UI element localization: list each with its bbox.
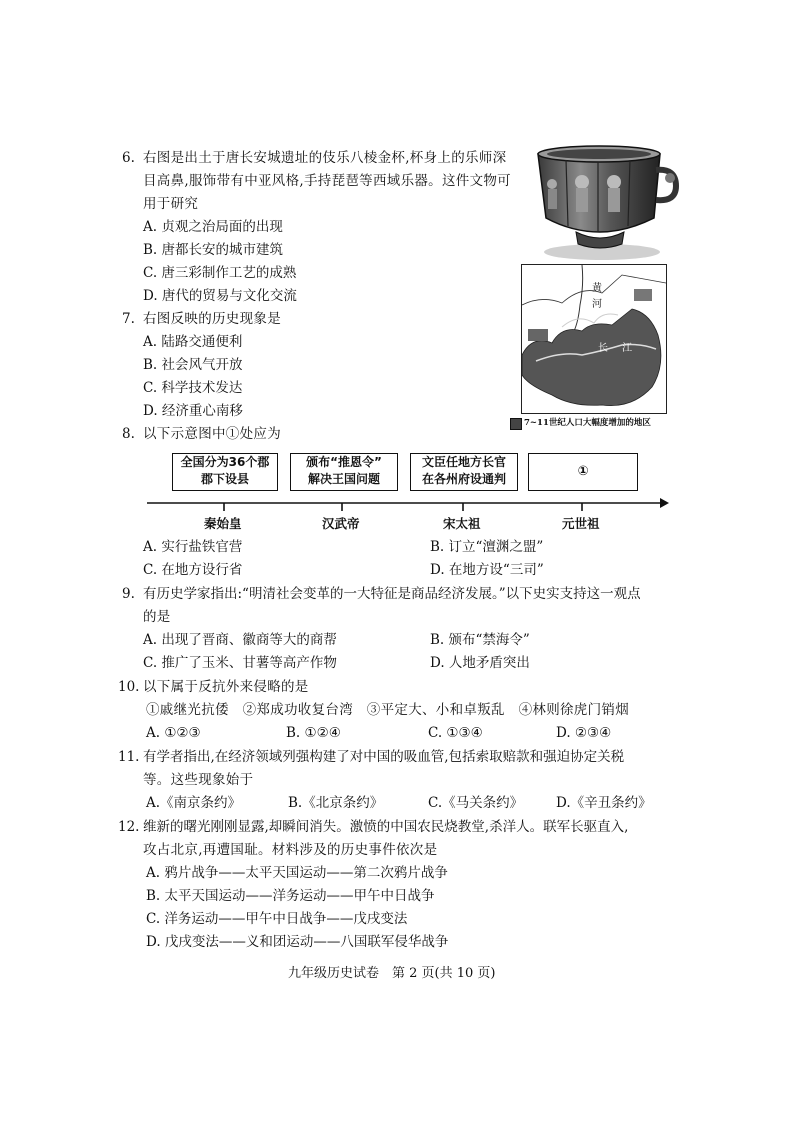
q6-number: 6. <box>122 150 135 166</box>
ruler-qinshihuang: 秦始皇 <box>204 516 242 531</box>
q12-option-c: C. 洋务运动——甲午中日战争——戊戌变法 <box>146 911 408 927</box>
q6-option-c: C. 唐三彩制作工艺的成熟 <box>143 265 297 281</box>
q12-option-b: B. 太平天国运动——洋务运动——甲午中日战争 <box>146 888 435 904</box>
q9-stem-line2: 的是 <box>143 609 171 625</box>
map-river-chang: 长 <box>598 343 608 354</box>
q6-stem-line3: 用于研究 <box>143 196 199 212</box>
q12-stem-line2: 攻占北京,再遭国耻。材料涉及的历史事件依次是 <box>143 842 438 858</box>
q10-option-d: D. ②③④ <box>556 725 612 741</box>
map-river-huang: 黄 <box>592 283 602 294</box>
q6-option-b: B. 唐都长安的城市建筑 <box>143 242 284 258</box>
q6-stem-line2: 目高鼻,服饰带有中亚风格,手持琵琶等西域乐器。这件文物可 <box>143 173 511 189</box>
population-map <box>521 264 667 414</box>
q11-stem-line2: 等。这些现象始于 <box>143 772 254 788</box>
q9-option-d: D. 人地矛盾突出 <box>430 655 530 671</box>
map-river-jiang: 江 <box>622 343 632 354</box>
q10-number: 10. <box>118 679 140 695</box>
q12-number: 12. <box>118 819 140 835</box>
golden-cup-icon <box>530 140 680 262</box>
q10-stem: 以下属于反抗外来侵略的是 <box>143 679 309 695</box>
q10-option-b: B. ①②④ <box>286 725 341 741</box>
box-song-line1: 文臣任地方长官 <box>421 455 506 469</box>
q7-option-d: D. 经济重心南移 <box>143 403 243 419</box>
q6-option-a: A. 贞观之治局面的出现 <box>143 219 283 235</box>
box-song-line2: 在各州府设通判 <box>421 472 506 486</box>
map-river-he: 河 <box>592 299 602 310</box>
q7-stem: 右图反映的历史现象是 <box>143 311 281 327</box>
q12-option-d: D. 戊戌变法——义和团运动——八国联军侵华战争 <box>146 934 449 950</box>
q11-option-a: A.《南京条约》 <box>146 795 242 811</box>
map-legend-swatch <box>510 418 522 430</box>
q6-stem-line1: 右图是出土于唐长安城遗址的伎乐八棱金杯,杯身上的乐师深 <box>143 150 507 166</box>
q10-items: ①戚继光抗倭 ②郑成功收复台湾 ③平定大、小和卓叛乱 ④林则徐虎门销烟 <box>146 702 629 718</box>
q12-stem-line1: 维新的曙光刚刚显露,却瞬间消失。激愤的中国农民烧教堂,杀洋人。联军长驱直入, <box>143 819 629 835</box>
map-legend-text: 7~11世纪人口大幅度增加的地区 <box>524 418 651 428</box>
timeline-box-qin <box>172 453 278 491</box>
q11-stem-line1: 有学者指出,在经济领域列强构建了对中国的吸血管,包括索取赔款和强迫协定关税 <box>143 749 625 765</box>
timeline-box-song <box>410 453 518 491</box>
q11-option-c: C.《马关条约》 <box>428 795 524 811</box>
box-qin-line1: 全国分为36个郡 <box>180 455 270 469</box>
q8-stem: 以下示意图中①处应为 <box>143 426 281 442</box>
q9-number: 9. <box>122 586 135 602</box>
q7-option-c: C. 科学技术发达 <box>143 380 243 396</box>
box-qin-line2: 郡下设县 <box>200 472 249 486</box>
q12-option-a: A. 鸦片战争——太平天国运动——第二次鸦片战争 <box>146 865 448 881</box>
timeline-box-yuan <box>528 453 638 491</box>
box-han-line1: 颁布“推恩令” <box>306 455 382 469</box>
timeline-axis <box>145 494 670 514</box>
q7-option-b: B. 社会风气开放 <box>143 357 243 373</box>
timeline-box-han <box>290 453 398 491</box>
q10-option-c: C. ①③④ <box>428 725 483 741</box>
box-han-line2: 解决王国问题 <box>307 472 380 486</box>
q9-option-b: B. 颁布“禁海令” <box>430 632 530 648</box>
q11-number: 11. <box>118 749 140 765</box>
q8-option-c: C. 在地方设行省 <box>143 562 243 578</box>
page-footer: 九年级历史试卷 第 2 页(共 10 页) <box>288 966 496 981</box>
q7-number: 7. <box>122 311 135 327</box>
q7-option-a: A. 陆路交通便利 <box>143 334 243 350</box>
q8-option-a: A. 实行盐铁官营 <box>143 539 243 555</box>
q8-option-b: B. 订立“澶渊之盟” <box>430 539 544 555</box>
q9-stem-line1: 有历史学家指出:“明清社会变革的一大特征是商品经济发展。”以下史实支持这一观点 <box>143 586 641 602</box>
q6-option-d: D. 唐代的贸易与文化交流 <box>143 288 297 304</box>
ruler-yuanshizu: 元世祖 <box>562 516 600 531</box>
q11-option-d: D.《辛丑条约》 <box>556 795 652 811</box>
q9-option-c: C. 推广了玉米、甘薯等高产作物 <box>143 655 337 671</box>
ruler-songtaizu: 宋太祖 <box>443 516 481 531</box>
q9-option-a: A. 出现了晋商、徽商等大的商帮 <box>143 632 337 648</box>
q11-option-b: B.《北京条约》 <box>288 795 384 811</box>
q8-option-d: D. 在地方设“三司” <box>430 562 544 578</box>
q10-option-a: A. ①②③ <box>146 725 201 741</box>
box-yuan-marker: ① <box>577 464 589 479</box>
q8-number: 8. <box>122 426 135 442</box>
ruler-hanwudi: 汉武帝 <box>322 516 360 531</box>
